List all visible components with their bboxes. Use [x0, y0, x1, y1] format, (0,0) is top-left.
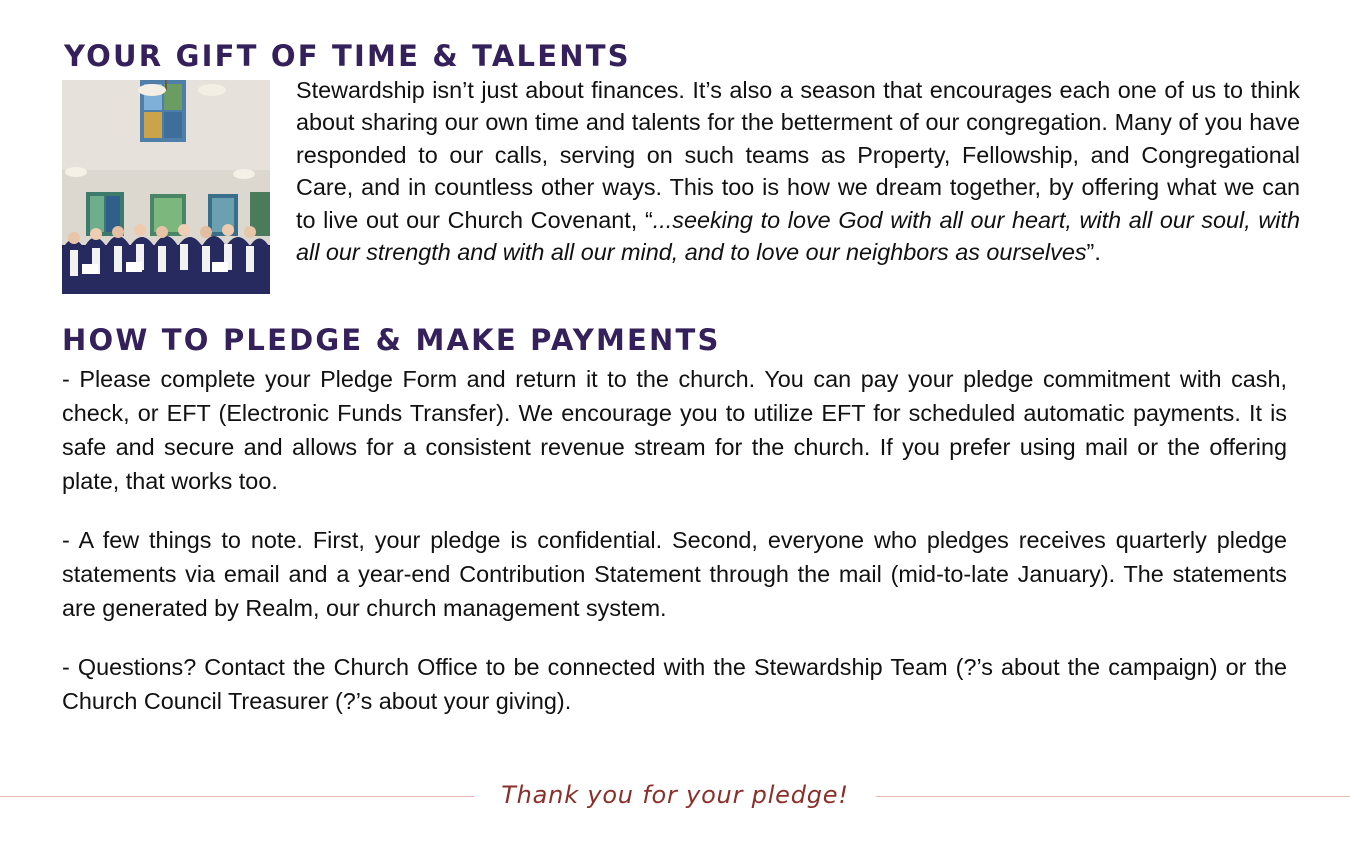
footer: [0, 778, 1350, 814]
time-talents-close: ”.: [1086, 239, 1101, 266]
section-heading-time-talents: YOUR GIFT OF TIME & TALENTS: [64, 39, 631, 73]
thank-you-note: Thank you for your pledge!: [501, 781, 849, 809]
covenant-quote: ...seeking to love God with all our heart, with all our soul, with all our strength and with all our mind, and to love our neighbors as ourselves: [296, 206, 1300, 266]
time-talents-paragraph: [296, 74, 1300, 268]
time-talents-intro: Stewardship isn’t just about finances. It’s also a season that encourages each one of us to think about sharing our own time and talents for the betterment of our congregation. Many of you have responded to our calls, serving on such teams as Property, Fellowship, and Congregational Care, and in countless other ways. This too is how we dream together, by offering what we can to live out our Church Covenant, “: [296, 77, 1300, 233]
pledge-item-notes: - A few things to note. First, your pledge is confidential. Second, everyone who pledges receives quarterly pledge statements via email and a year-end Contribution Statement through the mail (mid-to-late January). The statements are generated by Realm, our church management system.: [62, 527, 1287, 621]
footer-rule-left: [0, 796, 474, 797]
pledge-item-questions: - Questions? Contact the Church Office to be connected with the Stewardship Team (?’s about the campaign) or the Church Council Treasurer (?’s about your giving).: [62, 654, 1287, 714]
pledge-instructions: [62, 362, 1287, 743]
choir-photo: [62, 80, 270, 294]
footer-rule-right: [876, 796, 1350, 797]
section-heading-pledge-payments: HOW TO PLEDGE & MAKE PAYMENTS: [62, 323, 721, 357]
pledge-item-form: - Please complete your Pledge Form and return it to the church. You can pay your pledge commitment with cash, check, or EFT (Electronic Funds Transfer). We encourage you to utilize EFT for scheduled automatic payments. It is safe and secure and allows for a consistent revenue stream for the church. If you prefer using mail or the offering plate, that works too.: [62, 366, 1287, 494]
